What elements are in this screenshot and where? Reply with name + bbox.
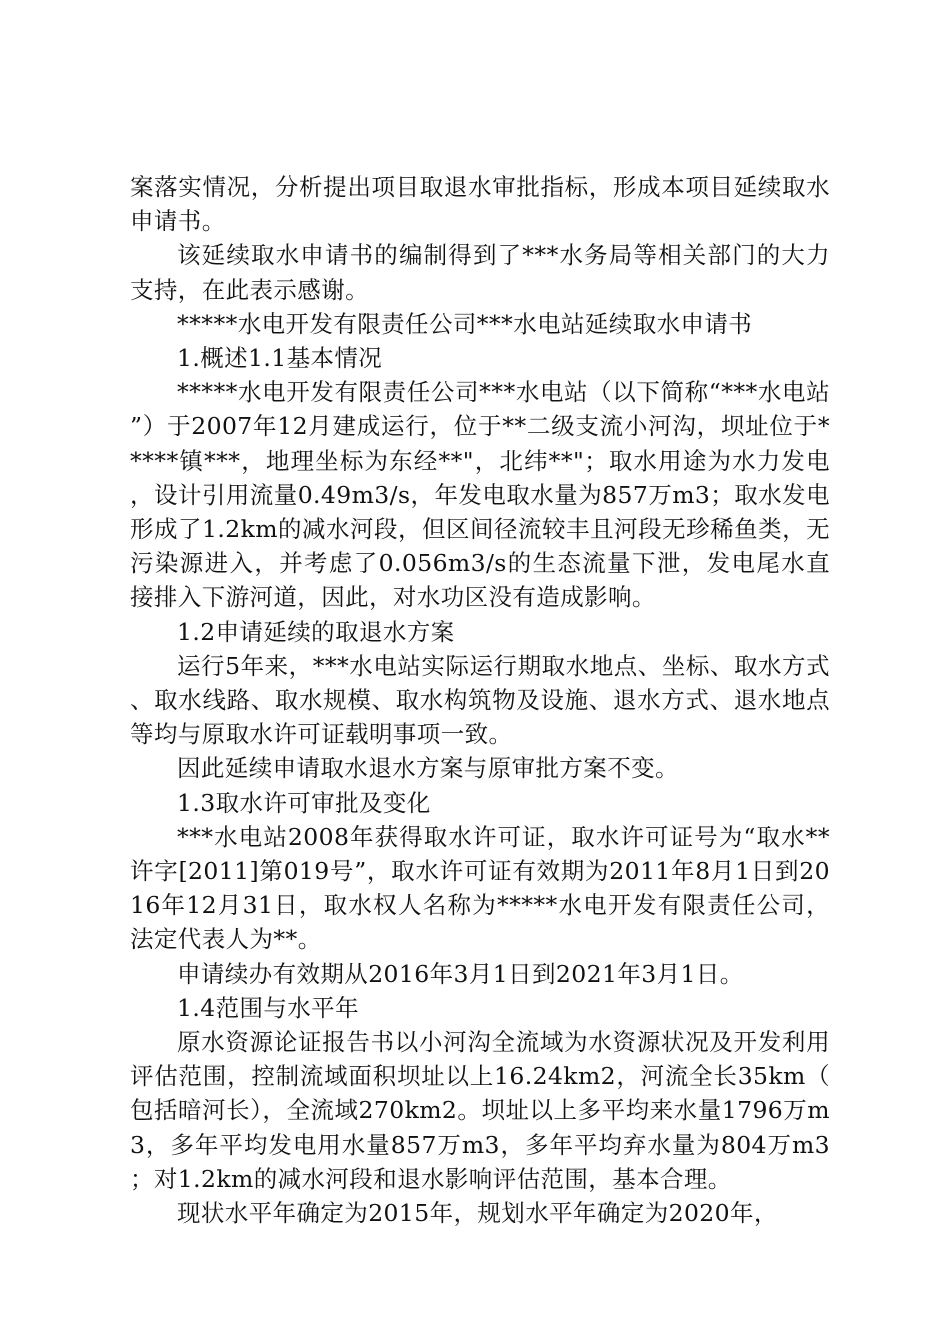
document-page [130, 170, 830, 1230]
paragraph: 该延续取水申请书的编制得到了***水务局等相关部门的大力支持，在此表示感谢。 [130, 241, 830, 304]
section-heading: 1.概述1.1基本情况 [177, 344, 383, 373]
paragraph: ***水电站2008年获得取水许可证，取水许可证号为“取水**许字[2011]第019号”，取水许可证有效期为2011年8月1日到2016年12月31日，取水权人名称为*****水电开发有限责任公司，法定代表人为**。 [130, 822, 830, 954]
paragraph: 原水资源论证报告书以小河沟全流域为水资源状况及开发利用评估范围，控制流域面积坝址以上16.24km2，河流全长35km（包括暗河长），全流域270km2。坝址以上多平均来水量1796万m3，多年平均发电用水量857万m3，多年平均弃水量为804万m3；对1.2km的减水河段和退水影响评估范围，基本合理。 [130, 1028, 830, 1193]
paragraph: 案落实情况，分析提出项目取退水审批指标，形成本项目延续取水申请书。 [130, 173, 830, 236]
paragraph: 运行5年来，***水电站实际运行期取水地点、坐标、取水方式、取水线路、取水规模、取水构筑物及设施、退水方式、退水地点等均与原取水许可证载明事项一致。 [130, 651, 830, 749]
section-heading: 1.3取水许可审批及变化 [177, 788, 431, 817]
section-heading: 1.2申请延续的取退水方案 [177, 617, 455, 646]
document-title: *****水电开发有限责任公司***水电站延续取水申请书 [177, 309, 753, 338]
paragraph: 因此延续申请取水退水方案与原审批方案不变。 [177, 754, 679, 783]
section-heading: 1.4范围与水平年 [177, 993, 359, 1022]
paragraph: *****水电开发有限责任公司***水电站（以下简称“***水电站”）于2007年12月建成运行，位于**二级支流小河沟，坝址位于*****镇***，地理坐标为东经**"，北纬**"；取水用途为水力发电，设计引用流量0.49m3/s，年发电取水量为857万m3；取水发电形成了1.2km的减水河段，但区间径流较丰且河段无珍稀鱼类，无污染源进入，并考虑了0.056m3/s的生态流量下泄，发电尾水直接排入下游河道，因此，对水功区没有造成影响。 [130, 378, 830, 612]
paragraph: 申请续办有效期从2016年3月1日到2021年3月1日。 [177, 959, 744, 988]
paragraph: 现状水平年确定为2015年，规划水平年确定为2020年， [177, 1199, 778, 1228]
